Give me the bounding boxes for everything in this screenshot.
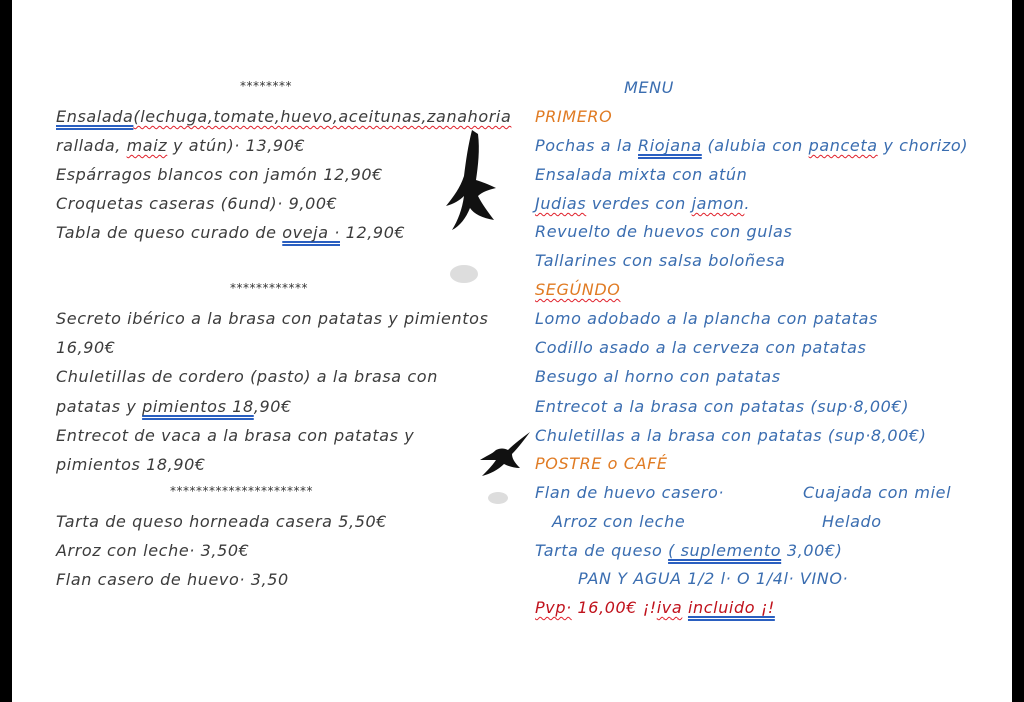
dish-lomo: Lomo adobado a la plancha con patatas xyxy=(535,309,878,328)
spell-flag: Ensalada xyxy=(56,107,134,126)
dessert-flan: Flan de huevo casero· xyxy=(535,483,725,502)
main-secreto-line1: Secreto ibérico a la brasa con patatas y pimientos xyxy=(56,309,489,328)
dessert-flan: Flan casero de huevo· 3,50 xyxy=(56,570,289,589)
spell-flag: ( suplemento xyxy=(668,541,782,560)
menu-price: Pvp· 16,00€ ¡!iva incluido ¡! xyxy=(535,598,775,617)
spell-flag: Riojana xyxy=(638,136,702,155)
dish-tallarines: Tallarines con salsa boloñesa xyxy=(535,251,786,270)
starter-ensalada-line1 xyxy=(56,107,511,127)
section-primero: PRIMERO xyxy=(535,107,613,126)
spell-flag: Pvp· xyxy=(535,598,572,617)
dessert-arroz: Arroz con leche xyxy=(552,512,686,531)
dish-revuelto: Revuelto de huevos con gulas xyxy=(535,222,793,241)
dish-chuletillas: Chuletillas a la brasa con patatas (sup·8,00€) xyxy=(535,426,927,445)
main-entrecot-line2: pimientos 18,90€ xyxy=(56,455,206,474)
spell-flag: pimientos 18 xyxy=(142,397,254,416)
separator: ********************** xyxy=(170,484,313,498)
separator: ************ xyxy=(230,281,308,295)
menu-page xyxy=(12,0,1012,702)
section-segundo: SEGÚNDO xyxy=(535,280,621,299)
dish-codillo: Codillo asado a la cerveza con patatas xyxy=(535,338,867,357)
starter-esparragos: Espárragos blancos con jamón 12,90€ xyxy=(56,165,383,184)
dessert-tarta: Tarta de queso horneada casera 5,50€ xyxy=(56,512,388,531)
spell-flag: incluido ¡! xyxy=(687,598,775,617)
pan-agua-vino: PAN Y AGUA 1/2 l· O 1/4l· VINO· xyxy=(578,569,849,588)
starter-ensalada-line2: rallada, maiz y atún)· 13,90€ xyxy=(56,136,306,155)
dish-entrecot: Entrecot a la brasa con patatas (sup·8,00€) xyxy=(535,397,910,416)
spell-flag: panceta xyxy=(808,136,878,155)
dessert-tarta: Tarta de queso ( suplemento 3,00€) xyxy=(535,541,843,560)
menu-title: MENU xyxy=(624,78,674,97)
spell-flag: Judias xyxy=(535,194,587,213)
main-entrecot-line1: Entrecot de vaca a la brasa con patatas y xyxy=(56,426,415,445)
spell-flag: oveja · xyxy=(282,223,340,242)
dish-judias: Judias verdes con jamon. xyxy=(535,194,751,213)
spell-flag: (lechuga,tomate,huevo,aceitunas,zanahoria xyxy=(133,107,512,126)
dish-ensalada-mixta: Ensalada mixta con atún xyxy=(535,165,748,184)
main-secreto-line2: 16,90€ xyxy=(56,338,116,357)
section-postre: POSTRE o CAFÉ xyxy=(535,454,668,473)
spell-flag: iva xyxy=(656,598,683,617)
dish-besugo: Besugo al horno con patatas xyxy=(535,367,781,386)
main-chuletillas-line1: Chuletillas de cordero (pasto) a la brasa con xyxy=(56,367,438,386)
main-chuletillas-line2: patatas y pimientos 18,90€ xyxy=(56,397,292,416)
eagle-icon xyxy=(478,428,536,508)
eagle-icon xyxy=(442,126,502,286)
dish-pochas: Pochas a la Riojana (alubia con panceta y chorizo) xyxy=(535,136,969,155)
starter-croquetas: Croquetas caseras (6und)· 9,00€ xyxy=(56,194,338,213)
spell-flag: maiz xyxy=(126,136,168,155)
starter-queso: Tabla de queso curado de oveja · 12,90€ xyxy=(56,223,406,242)
separator: ******** xyxy=(240,79,292,93)
dessert-helado: Helado xyxy=(822,512,882,531)
dessert-cuajada: Cuajada con miel xyxy=(803,483,952,502)
spell-flag: jamon xyxy=(691,194,745,213)
dessert-arroz: Arroz con leche· 3,50€ xyxy=(56,541,250,560)
